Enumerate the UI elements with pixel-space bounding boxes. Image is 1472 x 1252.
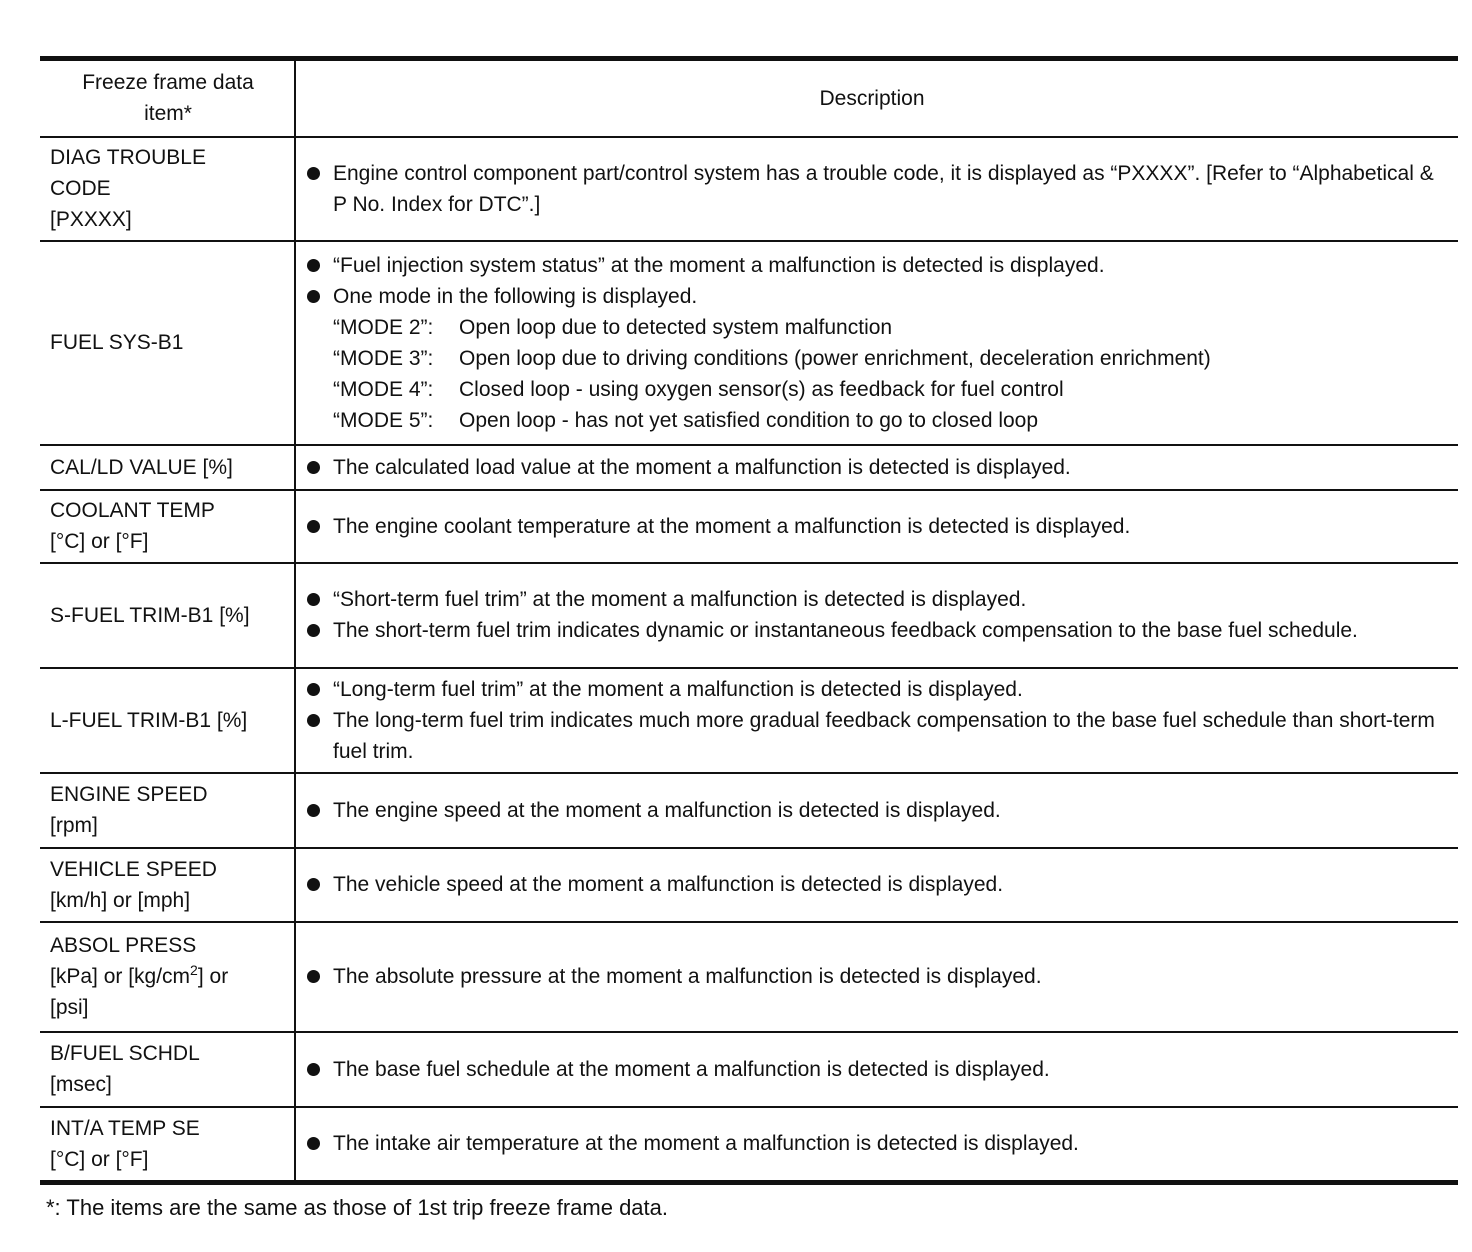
table-row — [40, 1032, 1458, 1107]
mode-line — [304, 312, 1440, 343]
mode-text: Open loop - has not yet satisfied condition to go to closed loop — [459, 408, 1039, 432]
item-cell — [40, 668, 295, 773]
description-bullet: The calculated load value at the moment a malfunction is detected is displayed. — [304, 452, 1440, 483]
description-bullet: “Short-term fuel trim” at the moment a malfunction is detected is displayed. — [304, 584, 1440, 615]
mode-text: Open loop due to driving conditions (power enrichment, deceleration enrichment) — [459, 346, 1211, 370]
description-cell — [295, 773, 1458, 848]
item-line: [psi] — [50, 996, 89, 1019]
item-line: [PXXXX] — [50, 208, 132, 231]
item-cell — [40, 1107, 295, 1183]
table-row — [40, 445, 1458, 490]
item-line: B/FUEL SCHDL — [50, 1042, 200, 1065]
description-cell — [295, 563, 1458, 668]
item-cell — [40, 241, 295, 445]
description-cell — [295, 490, 1458, 563]
footnote: *: The items are the same as those of 1st trip freeze frame data. — [46, 1195, 669, 1220]
table-row — [40, 137, 1458, 241]
description-bullet: The base fuel schedule at the moment a malfunction is detected is displayed. — [304, 1054, 1440, 1085]
mode-line — [304, 405, 1440, 436]
description-cell — [295, 1107, 1458, 1183]
item-cell — [40, 773, 295, 848]
header-item-line: Freeze frame data — [82, 71, 254, 95]
item-line: ABSOL PRESS — [50, 934, 197, 957]
table-row — [40, 773, 1458, 848]
freeze-frame-document — [40, 56, 1458, 1223]
mode-label: “MODE 5”: — [333, 408, 434, 432]
description-cell — [295, 445, 1458, 490]
description-bullet: The absolute pressure at the moment a malfunction is detected is displayed. — [304, 961, 1440, 992]
item-cell — [40, 922, 295, 1032]
item-line: [rpm] — [50, 814, 98, 837]
mode-text: Closed loop - using oxygen sensor(s) as feedback for fuel control — [459, 377, 1064, 401]
description-cell — [295, 137, 1458, 241]
item-line: CAL/LD VALUE [%] — [50, 455, 233, 479]
item-cell — [40, 563, 295, 668]
freeze-frame-table — [40, 56, 1458, 1185]
item-line: INT/A TEMP SE — [50, 1116, 200, 1140]
item-line: DIAG TROUBLE — [50, 146, 206, 169]
mode-text: Open loop due to detected system malfunction — [459, 315, 893, 339]
table-row — [40, 848, 1458, 922]
mode-label: “MODE 4”: — [333, 377, 434, 401]
description-cell — [295, 241, 1458, 445]
table-header-row — [40, 59, 1458, 137]
item-line: [kPa] or $[kg/cm^2]$ or — [50, 962, 229, 988]
description-cell — [295, 1032, 1458, 1107]
item-cell — [40, 490, 295, 563]
mode-line — [304, 343, 1440, 374]
item-cell — [40, 848, 295, 922]
table-row — [40, 563, 1458, 668]
description-bullet: “Long-term fuel trim” at the moment a malfunction is detected is displayed. — [304, 674, 1440, 705]
item-line: [msec] — [50, 1073, 112, 1096]
mode-label: “MODE 3”: — [333, 346, 434, 370]
table-body — [40, 137, 1458, 1183]
item-line: S-FUEL TRIM-B1 [%] — [50, 603, 250, 627]
table-row — [40, 1107, 1458, 1183]
item-line: VEHICLE SPEED — [50, 857, 217, 881]
description-cell — [295, 922, 1458, 1032]
item-line: FUEL SYS-B1 — [50, 331, 184, 354]
description-bullet: The vehicle speed at the moment a malfunction is detected is displayed. — [304, 869, 1440, 900]
description-bullet: The engine coolant temperature at the moment a malfunction is detected is displayed. — [304, 511, 1440, 542]
item-line: [°C] or [°F] — [50, 1147, 149, 1171]
item-line: [°C] or [°F] — [50, 530, 149, 553]
item-line: CODE — [50, 177, 111, 200]
item-line: [km/h] or [mph] — [50, 888, 191, 912]
table-row — [40, 922, 1458, 1032]
item-cell — [40, 1032, 295, 1107]
item-line: COOLANT TEMP — [50, 499, 215, 522]
mode-line — [304, 374, 1440, 405]
description-cell — [295, 668, 1458, 773]
table-row — [40, 241, 1458, 445]
description-bullet: The engine speed at the moment a malfunction is detected is displayed. — [304, 795, 1440, 826]
header-description-cell: Description — [295, 59, 1458, 137]
item-line: L-FUEL TRIM-B1 [%] — [50, 708, 248, 732]
description-bullet: The short-term fuel trim indicates dynamic or instantaneous feedback compensation to the base fuel schedule. — [304, 615, 1440, 646]
description-cell — [295, 848, 1458, 922]
table-row — [40, 668, 1458, 773]
header-item-cell — [40, 59, 295, 137]
description-bullet: Engine control component part/control system has a trouble code, it is displayed as “PXXXX”. [Refer to “Alphabetical & P No. Index for DTC”.] — [304, 158, 1440, 220]
table-row — [40, 490, 1458, 563]
superscript: 2 — [190, 962, 198, 978]
description-bullet: The intake air temperature at the moment a malfunction is detected is displayed. — [304, 1128, 1440, 1159]
description-bullet: One mode in the following is displayed. — [304, 281, 1440, 312]
header-item-line: item* — [144, 102, 192, 126]
description-bullet: The long-term fuel trim indicates much more gradual feedback compensation to the base fuel schedule than short-term fuel trim. — [304, 705, 1440, 767]
item-cell — [40, 445, 295, 490]
item-line: ENGINE SPEED — [50, 783, 208, 806]
item-cell — [40, 137, 295, 241]
description-bullet: “Fuel injection system status” at the moment a malfunction is detected is displayed. — [304, 250, 1440, 281]
mode-label: “MODE 2”: — [333, 315, 434, 339]
